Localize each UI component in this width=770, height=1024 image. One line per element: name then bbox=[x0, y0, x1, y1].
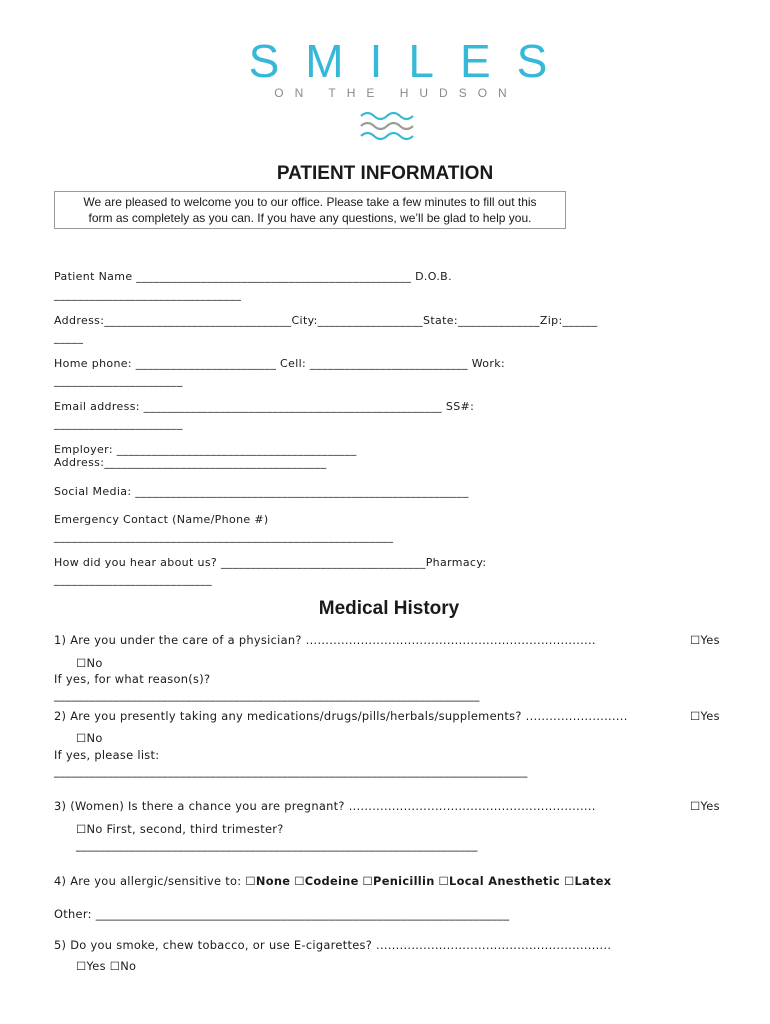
page-title: PATIENT INFORMATION bbox=[276, 163, 494, 184]
codeine-checkbox[interactable]: ☐Codeine bbox=[294, 874, 359, 888]
latex-checkbox[interactable]: ☐Latex bbox=[563, 874, 612, 888]
question-allergies bbox=[54, 874, 611, 889]
medications-yes-checkbox[interactable]: ☐Yes bbox=[690, 709, 720, 723]
penicillin-checkbox[interactable]: ☐Penicillin bbox=[362, 874, 435, 888]
reason-field[interactable]: _______________________________________________________________________ bbox=[54, 688, 480, 702]
welcome-line: form as completely as you can. If you have any questions, we’ll be glad to help you. bbox=[88, 210, 532, 225]
address-field[interactable]: Address:________________________________City:__________________State:______________Zip:______ bbox=[54, 314, 598, 327]
emergency-contact-field[interactable]: __________________________________________________________ bbox=[54, 530, 394, 543]
question-medications: 2) Are you presently taking any medications/drugs/pills/herbals/supplements? .......................... bbox=[54, 709, 628, 723]
medications-list-field[interactable]: _______________________________________________________________________________ bbox=[54, 764, 528, 778]
physician-no-checkbox[interactable]: ☐No bbox=[76, 656, 103, 670]
trimester-field[interactable]: ___________________________________________________________________ bbox=[76, 838, 478, 852]
ssn-field[interactable]: ______________________ bbox=[54, 417, 183, 430]
employer-address-field[interactable]: Address:______________________________________ bbox=[54, 456, 327, 469]
welcome-line: We are pleased to welcome you to our office. Please take a few minutes to fill out this bbox=[83, 195, 537, 209]
referral-field[interactable]: How did you hear about us? ___________________________________Pharmacy: bbox=[54, 556, 487, 569]
dob-field[interactable]: ________________________________ bbox=[54, 288, 242, 301]
social-media-field[interactable]: Social Media: _________________________________________________________ bbox=[54, 485, 469, 498]
brand-logo: SMILES bbox=[248, 35, 574, 87]
pregnant-yes-checkbox[interactable]: ☐Yes bbox=[690, 799, 720, 813]
other-allergies-field[interactable]: Other: _____________________________________________________________________ bbox=[54, 907, 510, 921]
pharmacy-field[interactable]: ___________________________ bbox=[54, 573, 212, 586]
pregnant-no-checkbox[interactable]: ☐No First, second, third trimester? bbox=[76, 822, 284, 836]
local-anesthetic-checkbox[interactable]: ☐Local Anesthetic bbox=[438, 874, 561, 888]
zip-field[interactable]: _____ bbox=[54, 331, 84, 344]
allergies-label: 4) Are you allergic/sensitive to: bbox=[54, 874, 246, 888]
work-phone-field[interactable]: ______________________ bbox=[54, 374, 183, 387]
question-smoking: 5) Do you smoke, chew tobacco, or use E-cigarettes? ............................................................ bbox=[54, 938, 612, 952]
employer-field[interactable]: Employer: _________________________________________ bbox=[54, 443, 357, 456]
phone-field[interactable]: Home phone: ________________________ Cell: ___________________________ Work: bbox=[54, 357, 506, 370]
none-checkbox[interactable]: ☐None bbox=[245, 874, 291, 888]
patient-name-field[interactable]: Patient Name _______________________________________________ D.O.B. bbox=[54, 270, 452, 283]
physician-yes-checkbox[interactable]: ☐Yes bbox=[690, 633, 720, 647]
emergency-contact-label: Emergency Contact (Name/Phone #) bbox=[54, 513, 269, 526]
smoking-yes-no-checkboxes[interactable]: ☐Yes ☐No bbox=[76, 959, 137, 973]
question-physician: 1) Are you under the care of a physician? .......................................................................... bbox=[54, 633, 596, 647]
medications-no-checkbox[interactable]: ☐No bbox=[76, 731, 103, 745]
brand-tagline: ON THE HUDSON bbox=[274, 86, 518, 100]
welcome-box bbox=[54, 191, 566, 229]
waves-icon bbox=[358, 108, 418, 144]
question-pregnant: 3) (Women) Is there a chance you are pregnant? ............................................................... bbox=[54, 799, 596, 813]
section-heading: Medical History bbox=[318, 598, 460, 619]
email-field[interactable]: Email address: ___________________________________________________ SS#: bbox=[54, 400, 475, 413]
medications-list-label: If yes, please list: bbox=[54, 748, 160, 762]
reason-label: If yes, for what reason(s)? bbox=[54, 672, 211, 686]
